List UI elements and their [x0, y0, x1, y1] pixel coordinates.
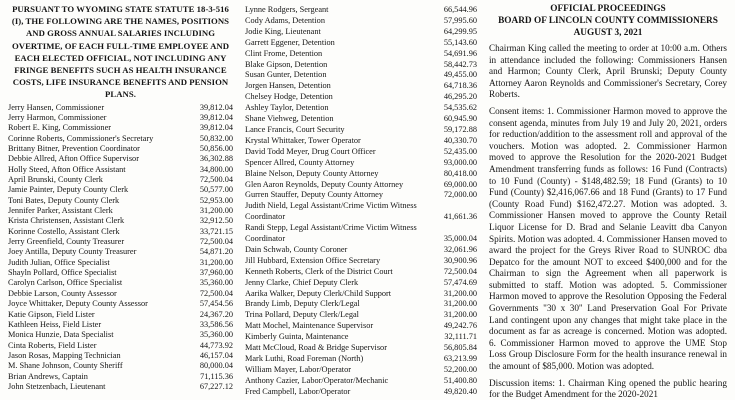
employee-salary: 32,912.50 — [199, 216, 233, 226]
proceedings-board-name: BOARD OF LINCOLN COUNTY COMMISSIONERS — [498, 16, 718, 26]
employee-name: Clint Frome, Detention — [245, 48, 323, 58]
employee-name: Debbie Larson, County Assessor — [8, 288, 117, 298]
employee-name: Matt McCloud, Road & Bridge Supervisor — [245, 343, 387, 353]
employee-salary: 57,474.69 — [443, 277, 477, 287]
employee-name: Cinta Roberts, Field Lister — [8, 340, 97, 350]
employee-name: Brian Andrews, Captain — [8, 371, 88, 381]
employee-salary: 72,500.04 — [199, 237, 233, 247]
employee-salary: 50,856.00 — [199, 144, 233, 153]
employee-name: William Mayer, Labor/Operator — [245, 364, 351, 374]
employee-name: David Todd Meyer, Drug Court Officer — [245, 146, 376, 156]
employee-salary: 50,832.00 — [199, 133, 233, 143]
employee-name: Mark Luthi, Road Foreman (North) — [245, 354, 364, 363]
salary-entry — [245, 158, 477, 169]
employee-salary: 31,200.00 — [199, 206, 233, 216]
salary-entry — [8, 206, 233, 216]
employee-salary: 31,200.00 — [443, 288, 477, 298]
employee-name: Jason Rosas, Mapping Technician — [8, 350, 121, 360]
salary-entry — [8, 299, 233, 309]
salary-entry — [8, 310, 233, 320]
employee-salary: 55,143.60 — [443, 37, 477, 47]
salary-entry — [245, 190, 477, 201]
employee-name: Judith Julian, Office Specialist — [8, 257, 110, 267]
employee-name: Aarika Walker, Deputy Clerk/Child Support — [245, 288, 392, 298]
employee-name: Kathleen Heiss, Field Lister — [8, 319, 102, 329]
salary-entry — [245, 38, 477, 49]
employee-name: Toni Bates, Deputy County Clerk — [8, 195, 120, 205]
employee-salary: 39,812.04 — [199, 123, 233, 133]
employee-salary: 32,061.96 — [443, 244, 477, 254]
salary-entry — [245, 332, 477, 343]
employee-name: Trina Pollard, Deputy Clerk/Legal — [245, 310, 359, 320]
employee-salary: 39,812.04 — [199, 102, 233, 112]
salary-entry — [245, 278, 477, 289]
employee-salary: 66,544.96 — [443, 5, 477, 14]
minutes-body — [489, 43, 727, 400]
employee-salary: 56,805.84 — [443, 343, 477, 353]
employee-name: Jorgen Hansen, Detention — [245, 81, 331, 91]
employee-name: Kimberly Guinta, Maintenance — [245, 332, 349, 342]
salary-entry — [8, 165, 233, 175]
salary-entry — [8, 227, 233, 237]
salary-entry — [245, 92, 477, 103]
employee-name: Kenneth Roberts, Clerk of the District Court — [245, 266, 393, 276]
salary-entry — [245, 201, 477, 223]
employee-name: Glen Aaron Reynolds, Deputy County Attorney — [245, 179, 404, 189]
employee-name: Gurren Stauffer, Deputy County Attorney — [245, 190, 384, 200]
salary-entry — [245, 169, 477, 180]
employee-name: Krystal Whittaker, Tower Operator — [245, 135, 361, 145]
employee-name: Garrett Eggener, Detention — [245, 37, 335, 47]
salary-entry — [245, 321, 477, 332]
salary-entry — [245, 16, 477, 27]
employee-salary: 31,200.00 — [443, 310, 477, 320]
employee-name: Judith Nield, Legal Assistant/Crime Victim Witness Coordinator — [245, 201, 417, 222]
salary-entry — [8, 134, 233, 144]
employee-name: Joyce Whittaker, Deputy County Assessor — [8, 299, 148, 309]
employee-salary: 37,960.00 — [199, 268, 233, 278]
salary-entry — [245, 387, 477, 398]
employee-name: Robert E. King, Commissioner — [8, 123, 112, 133]
employee-name: Anthony Cazier, Labor/Operator/Mechanic — [245, 375, 389, 385]
employee-salary: 50,577.00 — [199, 185, 233, 195]
salary-entry — [245, 5, 477, 16]
employee-name: Lance Francis, Court Security — [245, 124, 345, 134]
proceedings-date: AUGUST 3, 2021 — [573, 28, 643, 38]
salary-entry — [245, 343, 477, 354]
employee-name: Cody Adams, Detention — [245, 15, 325, 25]
salary-entry — [8, 341, 233, 351]
employee-name: Lynne Rodgers, Sergeant — [245, 5, 329, 14]
employee-salary: 51,400.80 — [443, 375, 477, 385]
employee-name: Blake Gipson, Detention — [245, 59, 328, 69]
salary-entry — [245, 354, 477, 365]
employee-name: Holly Steed, Afton Office Assistant — [8, 164, 126, 174]
salary-entry — [8, 268, 233, 278]
employee-name: M. Shane Johnson, County Sheriff — [8, 361, 123, 371]
salary-entry — [8, 372, 233, 382]
salary-entry — [245, 289, 477, 300]
employee-salary: 71,115.36 — [200, 371, 233, 381]
employee-name: Jodie King, Lieutenant — [245, 26, 321, 36]
employee-name: Jerry Harmon, Commissioner — [8, 112, 107, 122]
salary-entry — [8, 216, 233, 226]
salary-column-2 — [245, 3, 477, 400]
employee-salary: 59,172.88 — [443, 124, 477, 134]
employee-salary: 35,360.00 — [199, 330, 233, 340]
proceedings-column — [489, 3, 727, 400]
employee-name: Jenny Clarke, Chief Deputy Clerk — [245, 277, 359, 287]
employee-salary: 64,718.36 — [443, 81, 477, 91]
salary-entry — [245, 223, 477, 245]
employee-name: Debbie Allred, Afton Office Supervisor — [8, 154, 139, 164]
employee-salary: 31,200.00 — [199, 257, 233, 267]
salary-entry — [8, 103, 233, 113]
employee-salary: 54,535.62 — [443, 103, 477, 113]
employee-salary: 80,418.00 — [443, 168, 477, 178]
employee-salary: 63,213.99 — [443, 354, 477, 363]
salary-entry — [8, 154, 233, 164]
salary-entry — [8, 237, 233, 247]
employee-name: Dain Schwab, County Coroner — [245, 244, 348, 254]
employee-salary: 58,442.73 — [443, 59, 477, 69]
employee-name: Jill Hubbard, Extension Office Secretary — [245, 255, 381, 265]
employee-name: Susan Gunter, Detention — [245, 70, 327, 80]
salary-entry — [8, 382, 233, 392]
salary-entry — [245, 114, 477, 125]
employee-salary: 33,721.15 — [199, 226, 233, 236]
employee-name: Jamie Painter, Deputy County Clerk — [8, 185, 129, 195]
employee-salary: 72,000.00 — [443, 190, 477, 200]
employee-name: Jerry Hansen, Commissioner — [8, 102, 105, 112]
salary-entry — [8, 289, 233, 299]
employee-name: Chelsey Hodge, Detention — [245, 92, 333, 102]
salary-entry — [8, 175, 233, 185]
employee-name: Carolyn Carlson, Office Specialist — [8, 278, 123, 288]
employee-salary: 57,995.60 — [443, 15, 477, 25]
employee-name: Fred Campbell, Labor/Operator — [245, 386, 351, 396]
salary-entry — [8, 258, 233, 268]
employee-name: April Brunski, County Clerk — [8, 175, 103, 185]
salary-entry — [245, 310, 477, 321]
employee-salary: 34,800.00 — [199, 164, 233, 174]
employee-salary: 67,227.12 — [199, 381, 233, 391]
statute-notice-header: PURSUANT TO WYOMING STATE STATUTE 18-3-516 (I), THE FOLLOWING ARE THE NAMES, POSITIONS AND GROSS ANNUAL SALARIES INCLUDING OVERTIME, OF EACH FULL-TIME EMPLOYEE AND EACH ELECTED OFFICIAL, NOT INCLUDING ANY FRINGE BENEFITS SUCH AS HEALTH INSURANCE COSTS, LIFE INSURANCE BENEFITS AND PENSION PLANS. — [11, 4, 230, 100]
salary-column-1 — [8, 3, 233, 400]
employee-name: Shane Viehweg, Detention — [245, 114, 334, 124]
salary-entry — [245, 267, 477, 278]
salary-entry — [245, 136, 477, 147]
employee-salary: 44,773.92 — [199, 340, 233, 350]
employee-name: Brittany Bitner, Prevention Coordinator — [8, 144, 140, 153]
employee-salary: 49,242.76 — [443, 321, 477, 331]
employee-name: Korinne Costello, Assistant Clerk — [8, 226, 120, 236]
employee-name: Jennifer Parker, Assistant Clerk — [8, 206, 113, 216]
employee-salary: 46,157.04 — [199, 350, 233, 360]
salary-entry — [245, 60, 477, 71]
employee-name: Ashley Taylor, Detention — [245, 103, 329, 113]
salary-entry — [245, 49, 477, 60]
salary-entry — [8, 247, 233, 257]
salary-entry — [8, 330, 233, 340]
salary-entry — [245, 70, 477, 81]
employee-salary: 30,900.96 — [443, 255, 477, 265]
employee-salary: 24,367.20 — [199, 309, 233, 319]
employee-salary: 54,691.96 — [443, 48, 477, 58]
employee-name: Katie Gipson, Field Lister — [8, 309, 95, 319]
salary-entry — [245, 27, 477, 38]
employee-salary: 72,500.04 — [443, 266, 477, 276]
employee-salary: 72,500.04 — [199, 175, 233, 185]
employee-name: Corinne Roberts, Commissioner's Secretary — [8, 133, 154, 143]
salary-list-2 — [245, 5, 477, 398]
employee-salary: 33,586.56 — [199, 319, 233, 329]
employee-salary: 52,953.00 — [199, 195, 233, 205]
employee-name: Shayln Pollard, Office Specialist — [8, 268, 117, 278]
employee-name: John Stetzenbach, Lieutenant — [8, 381, 106, 391]
employee-salary: 57,454.56 — [199, 299, 233, 309]
salary-entry — [245, 147, 477, 158]
salary-entry — [245, 256, 477, 267]
salary-list-1 — [8, 103, 233, 393]
employee-salary: 54,871.20 — [199, 247, 233, 257]
employee-name: Jerry Greenfield, County Treasurer — [8, 237, 125, 247]
salary-entry — [245, 125, 477, 136]
employee-salary: 52,435.00 — [443, 146, 477, 156]
salary-entry — [245, 376, 477, 387]
salary-entry — [8, 351, 233, 361]
employee-salary: 32,111.71 — [444, 332, 477, 342]
salary-entry — [245, 81, 477, 92]
minutes-paragraph: Discussion items: 1. Chairman King opened the public hearing for the Budget Amendment for the 2020-2021 — [489, 377, 727, 400]
employee-salary: 41,661.36 — [443, 212, 477, 222]
salary-entry — [8, 123, 233, 133]
employee-salary: 93,000.00 — [443, 157, 477, 167]
salary-entry — [8, 361, 233, 371]
employee-salary: 35,000.04 — [443, 234, 477, 244]
employee-salary: 36,302.88 — [199, 154, 233, 164]
salary-entry — [245, 245, 477, 256]
salary-entry — [8, 196, 233, 206]
employee-salary: 31,200.00 — [443, 299, 477, 309]
employee-name: Matt Mochel, Maintenance Supervisor — [245, 321, 374, 331]
salary-entry — [8, 113, 233, 123]
employee-salary: 40,330.70 — [443, 135, 477, 145]
employee-name: Randi Stepp, Legal Assistant/Crime Victim Witness Coordinator — [245, 223, 417, 244]
salary-entry — [8, 278, 233, 288]
minutes-paragraph: Consent items: 1. Commissioner Harmon moved to approve the consent agenda, minutes from July 19 and July 20, 2021, orders for reduction/addition to the assessment roll and approval of the vouchers. Motion was adopted. 2. Commissioner Harmon moved to approve the Resolution for the 2020-2021 Budget Amendment transferring funds as follows: 16 Fund (Contracts) to 10 Fund (County) - $148,482.59; 18 Fund (Grants) to 10 Fund (County) $2,416,067.66 and 18 Fund (Grants) to 17 Fund (County Road Fund) $162,472.27. Motion was adopted. 3. Commissioner Hansen moved to approve the County Retail Liquor License for D. Brad and Selanie Leavitt dba Canyon Spirits. Motion was adopted. 4. Commissioner Hansen moved to award the project for the Greys River Road to SUNROC dba Depatco for the amount NOT to exceed $400,000 and for the Chairman to sign the Agreement when all paperwork is submitted to staff. Motion was adopted. 5. Commissioner Harmon moved to approve the Resolution Opposing the Federal Governments "30 x 30" Land Preservation Goal For Private Land contingent upon any changes that might take place in the document as far as acreage is concerned. Motion was adopted. 6. Commissioner Harmon moved to approve the UME Stop Loss Group Disclosure Form for the health insurance renewal in the amount of $85,000. Motion was adopted. — [489, 105, 727, 372]
salary-entry — [8, 144, 233, 154]
employee-salary: 69,000.00 — [443, 179, 477, 189]
employee-salary: 35,360.00 — [199, 278, 233, 288]
employee-name: Joey Antilla, Deputy County Treasurer — [8, 247, 137, 257]
employee-name: Brandy Limb, Deputy Clerk/Legal — [245, 299, 360, 309]
salary-entry — [8, 185, 233, 195]
employee-salary: 49,455.00 — [443, 70, 477, 80]
employee-name: Spencer Allred, County Attorney — [245, 157, 355, 167]
employee-salary: 52,200.00 — [443, 364, 477, 374]
employee-salary: 49,820.40 — [443, 386, 477, 396]
employee-name: Blaine Nelson, Deputy County Attorney — [245, 168, 379, 178]
salary-entry — [245, 365, 477, 376]
employee-salary: 64,299.95 — [443, 26, 477, 36]
employee-salary: 46,295.20 — [443, 92, 477, 102]
salary-entry — [245, 180, 477, 191]
employee-salary: 72,500.04 — [199, 288, 233, 298]
salary-entry — [245, 103, 477, 114]
proceedings-title: OFFICIAL PROCEEDINGS — [550, 4, 666, 14]
salary-entry — [245, 299, 477, 310]
salary-entry — [8, 320, 233, 330]
employee-salary: 60,945.90 — [443, 114, 477, 124]
employee-name: Krista Christensen, Assistant Clerk — [8, 216, 125, 226]
employee-salary: 39,812.04 — [199, 112, 233, 122]
minutes-paragraph: Chairman King called the meeting to order at 10:00 a.m. Others in attendance included the following: Commissioners Hansen and Harmon; County Clerk, April Brunski; Deputy County Attorney Aaron Reynolds and Commissioner's Secretary, Corey Roberts. — [489, 43, 727, 100]
employee-name: Monica Hunzie, Data Specialist — [8, 330, 114, 340]
employee-salary: 80,000.04 — [199, 361, 233, 371]
